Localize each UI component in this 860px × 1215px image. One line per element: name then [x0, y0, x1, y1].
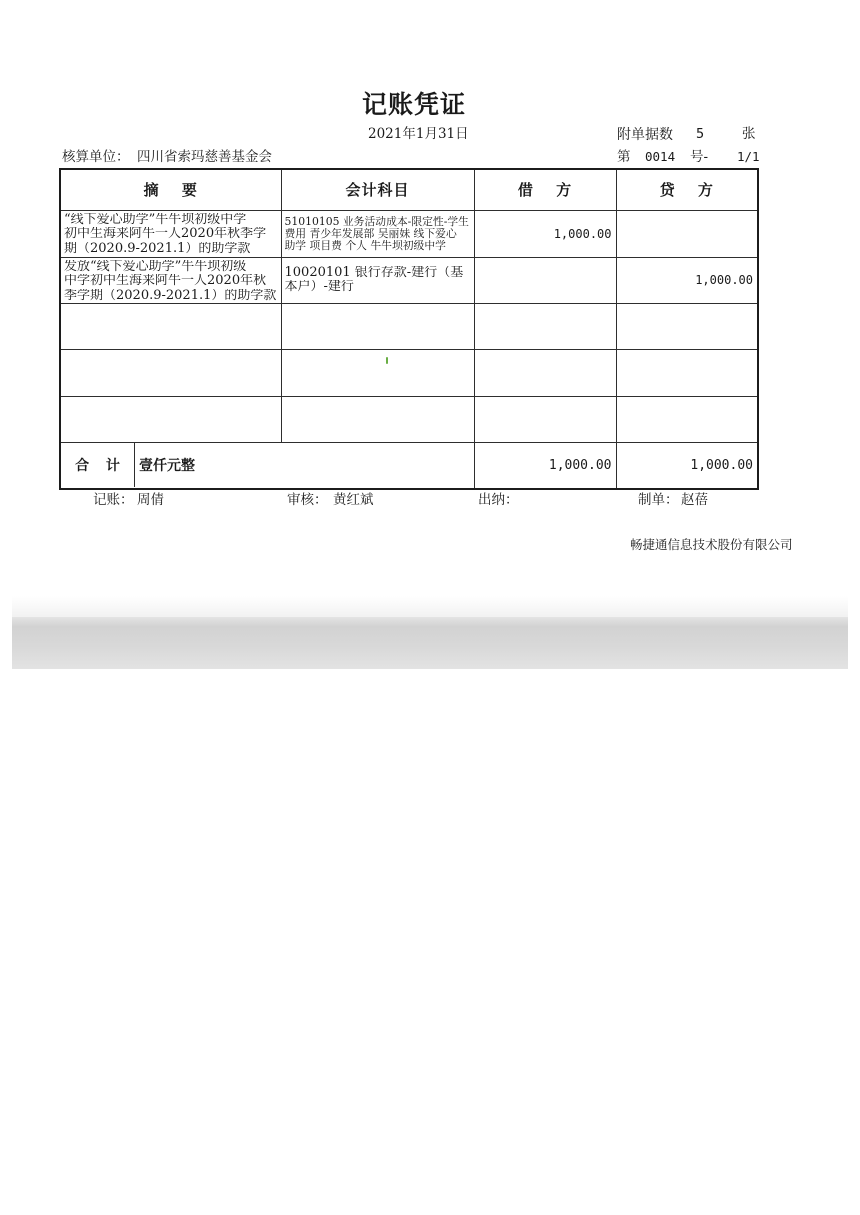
bookkeeper-label: 记账： [93, 492, 134, 508]
voucher-number-prefix: 第 [617, 149, 631, 165]
preparer-name: 赵蓓 [681, 492, 708, 508]
debit-cell [474, 397, 616, 443]
account-cell [281, 350, 474, 397]
reviewer-name: 黄红斌 [333, 492, 374, 508]
account-cell [281, 210, 474, 257]
total-amount-in-words: 壹仟元整 [139, 458, 195, 475]
summary-line: 期（2020.9-2021.1）的助学款 [64, 241, 251, 256]
account-cell [281, 257, 474, 304]
summary-line: 中学初中生海来阿牛一人2020年秋 [64, 274, 267, 288]
account-line: 51010105 业务活动成本-限定性-学生 [284, 215, 469, 228]
reviewer-label: 审核： [287, 492, 328, 508]
summary-header: 摘 要 [60, 169, 281, 210]
total-row [60, 443, 758, 489]
voucher-number: 0014 [645, 149, 676, 164]
attachments-count: 5 [696, 126, 705, 142]
voucher-table [59, 168, 759, 490]
debit-cell [474, 350, 616, 397]
credit-cell [616, 304, 758, 350]
table-row [60, 257, 758, 304]
voucher-date: 2021年1月31日 [368, 126, 469, 142]
attachments-label: 附单据数 [617, 127, 673, 143]
summary-cell [60, 210, 281, 257]
total-label: 合 计 [61, 443, 135, 487]
table-header-row [60, 169, 758, 210]
summary-line: 季学期（2020.9-2021.1）的助学款 [64, 288, 277, 303]
accounting-unit-label: 核算单位： [62, 149, 130, 165]
bookkeeper-name: 周倩 [137, 492, 164, 508]
debit-cell: 1,000.00 [474, 210, 616, 257]
summary-line: “线下爱心助学”牛牛坝初级中学 [64, 212, 247, 227]
total-credit: 1,000.00 [616, 443, 758, 489]
cashier-label: 出纳： [478, 492, 519, 508]
table-row [60, 210, 758, 257]
credit-cell [616, 350, 758, 397]
voucher-title: 记账凭证 [362, 90, 467, 119]
credit-cell: 1,000.00 [616, 257, 758, 304]
summary-cell [60, 397, 281, 443]
credit-cell [616, 397, 758, 443]
account-line: 10020101 银行存款-建行（基 [284, 266, 464, 281]
account-line: 费用 青少年发展部 吴丽妹 线下爱心 [284, 227, 457, 240]
debit-cell [474, 257, 616, 304]
debit-cell [474, 304, 616, 350]
accounting-unit-name: 四川省索玛慈善基金会 [137, 149, 272, 165]
voucher-page-count: 1/1 [737, 149, 760, 164]
summary-cell [60, 304, 281, 350]
total-label-cell [60, 443, 474, 489]
account-line: 助学 项目费 个人 牛牛坝初级中学 [284, 239, 446, 252]
scan-shadow-band [12, 617, 848, 669]
attachments-unit: 张 [742, 126, 756, 142]
account-cell [281, 304, 474, 350]
credit-cell [616, 210, 758, 257]
voucher-number-suffix: 号- [690, 149, 709, 165]
scan-shadow-fade [12, 596, 848, 618]
summary-cell [60, 257, 281, 304]
account-cell [281, 397, 474, 443]
account-line: 本户）-建行 [284, 280, 354, 295]
empty-row [60, 304, 758, 350]
empty-row [60, 397, 758, 443]
total-debit: 1,000.00 [474, 443, 616, 489]
credit-header: 贷 方 [616, 169, 758, 210]
summary-line: 初中生海来阿牛一人2020年秋季学 [64, 227, 267, 241]
empty-row [60, 350, 758, 397]
ink-mark [386, 357, 388, 364]
summary-line: 发放“线下爱心助学”牛牛坝初级 [64, 259, 247, 274]
preparer-label: 制单： [638, 492, 679, 508]
summary-cell [60, 350, 281, 397]
software-vendor: 畅捷通信息技术股份有限公司 [630, 537, 793, 552]
debit-header: 借 方 [474, 169, 616, 210]
account-header: 会计科目 [281, 169, 474, 210]
